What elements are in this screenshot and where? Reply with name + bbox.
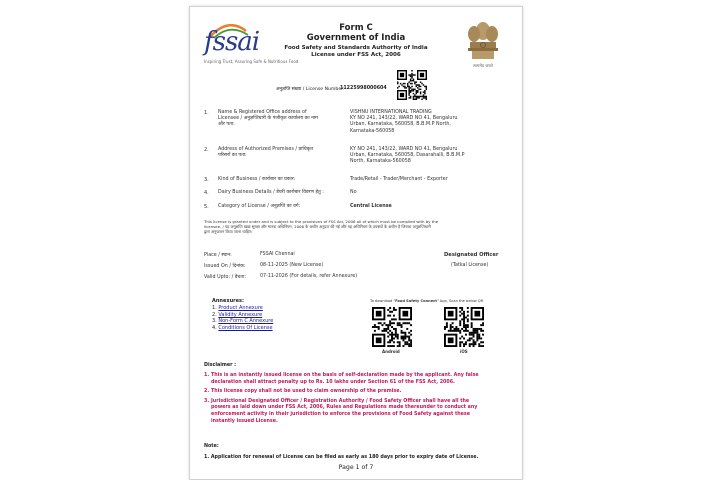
disclaimer-line: This is an instantly issued license on the basis of self-declaration made by the applicant. Any false bbox=[211, 373, 479, 378]
row-value bbox=[350, 177, 515, 183]
row-label bbox=[218, 190, 343, 196]
government-title: Government of India bbox=[306, 33, 406, 43]
validity-annexure-link[interactable]: Validity Annexure bbox=[218, 311, 263, 318]
valid-value: 07-11-2026 (For details, refer Annexure) bbox=[260, 274, 358, 279]
ios-qr-code bbox=[444, 307, 484, 347]
grant-paragraph bbox=[204, 219, 504, 234]
row-label-line: Dairy Business Details / डेयरी कारोबार विवरण हेतु : bbox=[218, 190, 324, 195]
row-number: 5. bbox=[204, 204, 209, 210]
row-value-line: North, Karnataka-560058 bbox=[350, 159, 411, 165]
row-value bbox=[350, 147, 515, 166]
row-label-line: परिसरों का पता: bbox=[218, 153, 247, 159]
disclaimer-item bbox=[204, 373, 514, 386]
android-qr-code bbox=[372, 307, 412, 347]
disclaimer-line: instantly issued License. bbox=[211, 418, 278, 424]
fssai-logo-text: fssai bbox=[204, 27, 260, 57]
form-title: Form C bbox=[339, 23, 373, 33]
row-value-line: Urban, Karnataka, 560058, B.B.M.P North, bbox=[350, 122, 451, 128]
row-value-line: Central License bbox=[350, 204, 392, 209]
row-label bbox=[218, 110, 343, 129]
note-title: Note: bbox=[204, 444, 219, 449]
row-number: 3. bbox=[204, 177, 209, 183]
annexure-item[interactable]: 3. Non-Form C Annexure bbox=[212, 318, 274, 325]
national-emblem bbox=[458, 17, 508, 77]
ashoka-emblem-icon bbox=[458, 17, 508, 63]
disclaimer-line: powers as laid down under FSS Act, 2006, Rules and Regulations made thereunder to conduct any bbox=[211, 405, 478, 411]
app-download-caption: To download "Food Safety Connect" App, Scan the below QR bbox=[370, 299, 484, 303]
note-text: 1. Application for renewal of License can be filed as early as 180 days prior to expiry date of License. bbox=[204, 455, 479, 460]
fssai-logo bbox=[204, 21, 299, 69]
disclaimer-line: This license copy shall not be used to claim ownership of the premise. bbox=[211, 389, 402, 395]
row-value-line: No bbox=[350, 190, 357, 195]
annexure-item[interactable]: 2. Validity Annexure bbox=[212, 311, 263, 318]
emblem-motto: सत्यमेव जयते bbox=[473, 63, 493, 68]
app-name: Food Safety Connect bbox=[395, 299, 438, 303]
row-label bbox=[218, 204, 343, 210]
row-value bbox=[350, 190, 515, 196]
page-number: Page 1 of 7 bbox=[338, 464, 374, 471]
grant-line: This license is granted under and is subject to the provisions of FSS Act, 2006 all of which must be complied with by the bbox=[204, 219, 439, 224]
grant-line: licensee. / यह अनुज्ञप्ति खाद्य सुरक्षा और मानक अधिनियम, 2006 के अधीन अनुदत्त की गई और यह अधिनियम के उपबंधों के अधीन है जिनका अनुज्ञप्तिधारी bbox=[204, 224, 431, 229]
annexures bbox=[212, 298, 273, 332]
place-value: FSSAI Chennai bbox=[260, 252, 295, 257]
annexures-title: Annexures: bbox=[212, 298, 244, 304]
row-label-line: Kind of Business / कारोबार का प्रकार: bbox=[218, 177, 296, 182]
disclaimer-item bbox=[204, 389, 514, 396]
annexure-item[interactable]: 4. Conditions Of License bbox=[212, 325, 273, 332]
row-value-line: KY NO 241, 143/22, WARD NO 41, Bengaluru bbox=[350, 147, 458, 152]
officer-subtitle: (Tatkal License) bbox=[451, 263, 489, 268]
disclaimer-text bbox=[211, 399, 477, 425]
license-qr-code bbox=[397, 70, 427, 100]
row-value-line: VISHNU INTERNATIONAL TRADING bbox=[350, 110, 432, 115]
fssai-tagline: Inspiring Trust, Assuring Safe & Nutritious Food bbox=[204, 59, 299, 64]
row-value-line: Trade/Retail - Trader/Merchant - Exporter bbox=[350, 177, 448, 182]
disclaimer-list bbox=[204, 373, 514, 428]
designated-officer: Designated Officer bbox=[444, 252, 499, 258]
act-title: License under FSS Act, 2006 bbox=[311, 52, 401, 58]
annexure-item[interactable]: 1. Product Annexure bbox=[212, 304, 263, 311]
row-number: 2. bbox=[204, 147, 209, 153]
row-label bbox=[218, 177, 343, 183]
license-number-label: अनुज्ञप्ति संख्या / License Number: bbox=[276, 87, 345, 92]
disclaimer-title: Disclaimer : bbox=[204, 363, 237, 368]
row-label-line: Category of License / अनुज्ञप्ति का वर्ग: bbox=[218, 204, 301, 209]
row-value-line: Urban, Karnataka, 560058, Dasarahalli, B.B.M.P bbox=[350, 153, 465, 159]
row-value bbox=[350, 204, 515, 210]
disclaimer-number: 2. bbox=[204, 389, 210, 395]
row-label-line: और पता: bbox=[218, 122, 235, 128]
disclaimer-line: Jurisdictional Designated Officer / Registration Authority / Food Safety Officer shall have all the bbox=[211, 398, 470, 404]
row-value-line: Karnataka-560058 bbox=[350, 128, 395, 134]
disclaimer-number: 1. bbox=[204, 373, 210, 378]
grant-line: द्वारा अनुपालन किया जाना चाहिए। bbox=[204, 229, 253, 234]
row-label-line: Licensee / अनुज्ञप्तिधारी के पंजीकृत कार्यालय का नाम bbox=[218, 116, 318, 122]
valid-label: Valid Upto: / वैधता: bbox=[204, 275, 246, 280]
non-form-c-annexure-link[interactable]: Non-Form C Annexure bbox=[218, 318, 274, 325]
conditions-of-license-link[interactable]: Conditions Of License bbox=[218, 325, 273, 332]
disclaimer-number: 3. bbox=[204, 398, 210, 404]
disclaimer-line: declaration shall attract penalty up to Rs. 10 lakhs under Section 61 of the FSS Act, 2006. bbox=[211, 379, 455, 385]
row-value bbox=[350, 110, 515, 135]
product-annexure-link[interactable]: Product Annexure bbox=[218, 304, 263, 311]
row-number: 1. bbox=[204, 110, 209, 116]
disclaimer-line: enforcement activity in their jurisdiction to enforce the provisions of Food Safety against these bbox=[211, 411, 471, 417]
row-value-line: KY NO 241, 143/22, WARD NO 41, Bengaluru bbox=[350, 116, 458, 122]
disclaimer-text bbox=[211, 373, 479, 386]
row-label bbox=[218, 147, 343, 159]
row-number: 4. bbox=[204, 190, 209, 196]
ios-label: iOS bbox=[460, 349, 468, 354]
license-number-value: 11225998000604 bbox=[340, 86, 387, 91]
row-label-line: Name & Registered Office address of bbox=[218, 110, 307, 115]
authority-title: Food Safety and Standards Authority of India bbox=[284, 45, 428, 51]
disclaimer-item bbox=[204, 399, 514, 425]
issued-label: Issued On / दिनांक: bbox=[204, 264, 246, 269]
place-label: Place / स्थान: bbox=[204, 253, 232, 258]
issued-value: 08-11-2025 (New License) bbox=[260, 263, 324, 268]
license-page bbox=[189, 6, 523, 480]
row-label-line: Address of Authorized Premises / प्राधिकृत bbox=[218, 147, 314, 152]
disclaimer-text bbox=[211, 389, 401, 396]
android-label: Android bbox=[382, 349, 400, 354]
